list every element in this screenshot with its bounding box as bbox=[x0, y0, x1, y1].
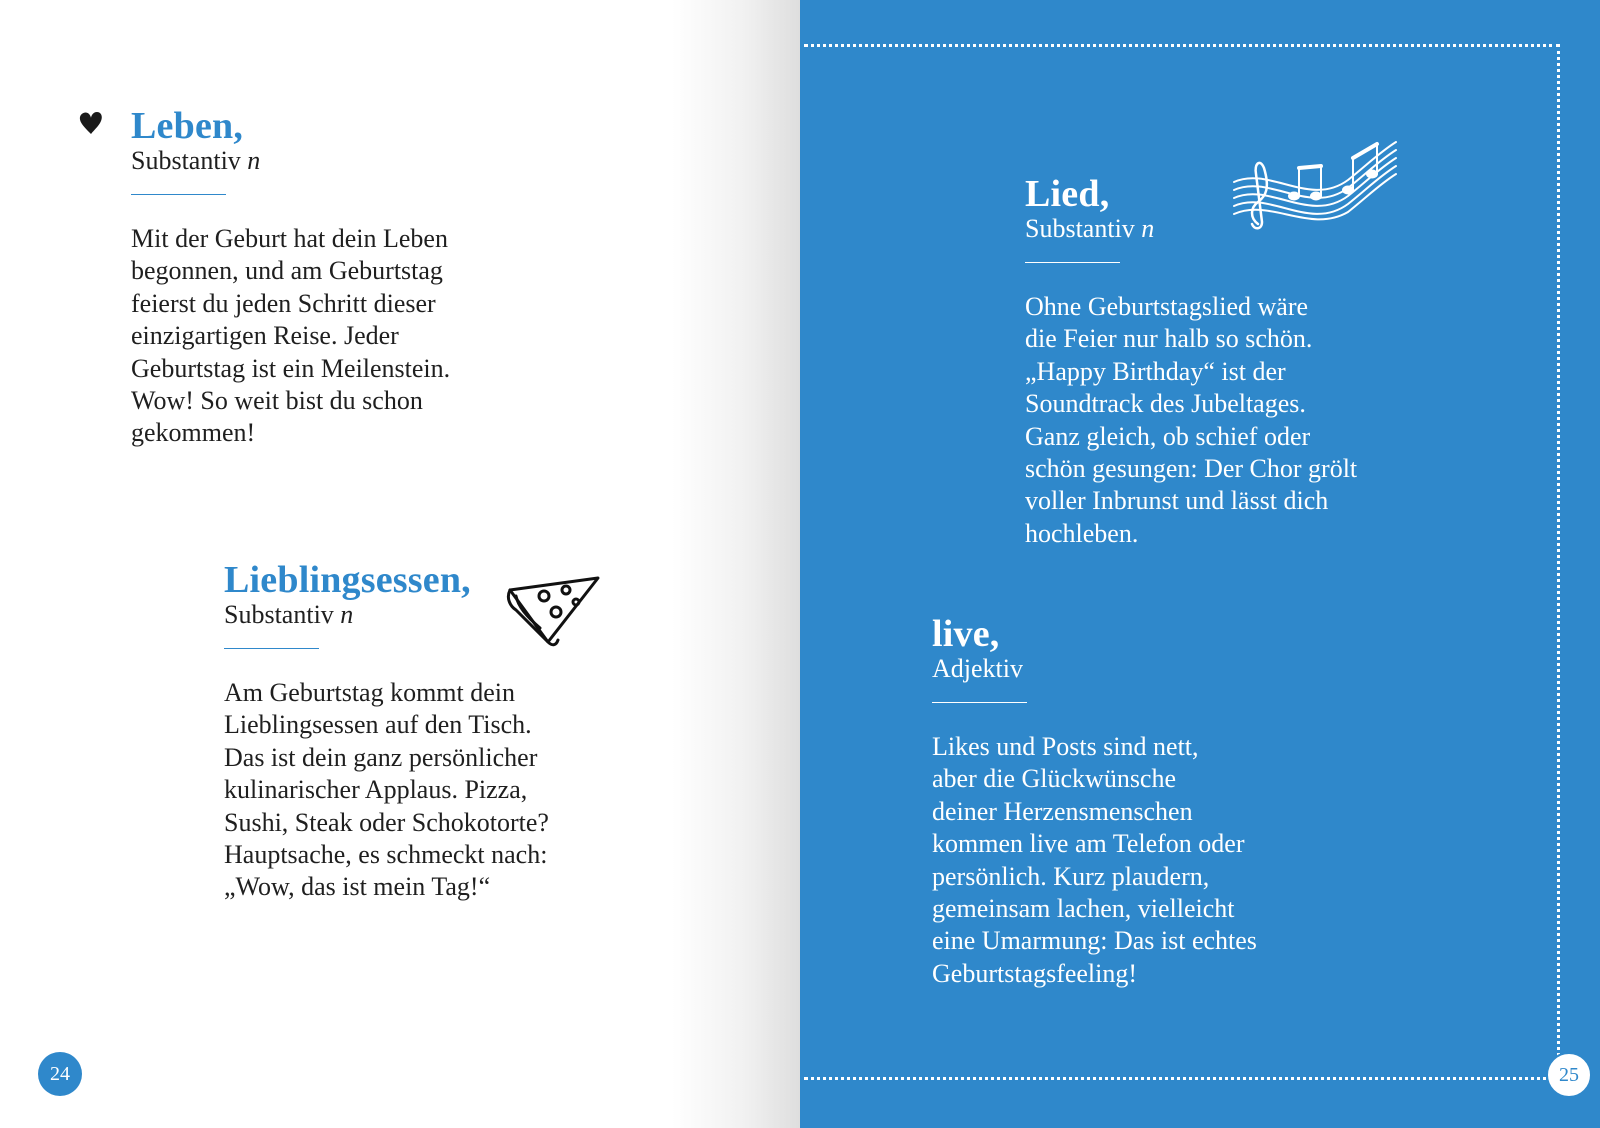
entry-headword: Leben, bbox=[131, 105, 244, 147]
entry-headword: Lied, bbox=[1025, 173, 1110, 215]
heart-icon bbox=[78, 110, 104, 141]
entry-part-of-speech: Substantiv n bbox=[224, 600, 354, 629]
page-number: 25 bbox=[1546, 1052, 1592, 1098]
divider-rule bbox=[224, 648, 319, 649]
divider-rule bbox=[932, 702, 1027, 703]
entry-part-of-speech: Adjektiv bbox=[932, 654, 1023, 683]
entry-definition: Am Geburtstag kommt dein Lieblingsessen auf den Tisch. Das ist dein ganz persönlicher kulinarischer Applaus. Pizza, Sushi, Steak oder Schokotorte? Hauptsache, es schmeckt nach: „Wow, das ist mein Tag!“ bbox=[224, 678, 549, 902]
divider-rule bbox=[1025, 262, 1120, 263]
right-page bbox=[800, 0, 1600, 1128]
divider-rule bbox=[131, 194, 226, 195]
entry-lieblingsessen bbox=[224, 560, 549, 904]
entry-definition: Mit der Geburt hat dein Leben begonnen, und am Geburtstag feierst du jeden Schritt dieser einzigartigen Reise. Jeder Geburtstag ist ein Meilenstein. Wow! So weit bist du schon gekommen! bbox=[131, 224, 451, 448]
entry-headword: Lieblingsessen, bbox=[224, 559, 471, 601]
entry-definition: Ohne Geburtstagslied wäre die Feier nur halb so schön. „Happy Birthday“ ist der Soundtrack des Jubeltages. Ganz gleich, ob schief oder schön gesungen: Der Chor grölt voller Inbrunst und lässt dich hochleben. bbox=[1025, 292, 1358, 548]
entry-part-of-speech: Substantiv n bbox=[1025, 214, 1155, 243]
entry-part-of-speech: Substantiv n bbox=[131, 146, 261, 175]
pizza-slice-icon bbox=[504, 576, 604, 653]
entry-headword: live, bbox=[932, 613, 1000, 655]
entry-live bbox=[932, 614, 1257, 990]
entry-definition: Likes und Posts sind nett, aber die Glückwünsche deiner Herzensmenschen kommen live am Telefon oder persönlich. Kurz plaudern, gemeinsam lachen, vielleicht eine Umarmung: Das ist echtes Geburtstagsfeeling! bbox=[932, 732, 1257, 988]
page-number: 24 bbox=[38, 1052, 82, 1096]
entry-leben bbox=[131, 106, 450, 450]
music-notes-icon bbox=[1230, 138, 1400, 239]
